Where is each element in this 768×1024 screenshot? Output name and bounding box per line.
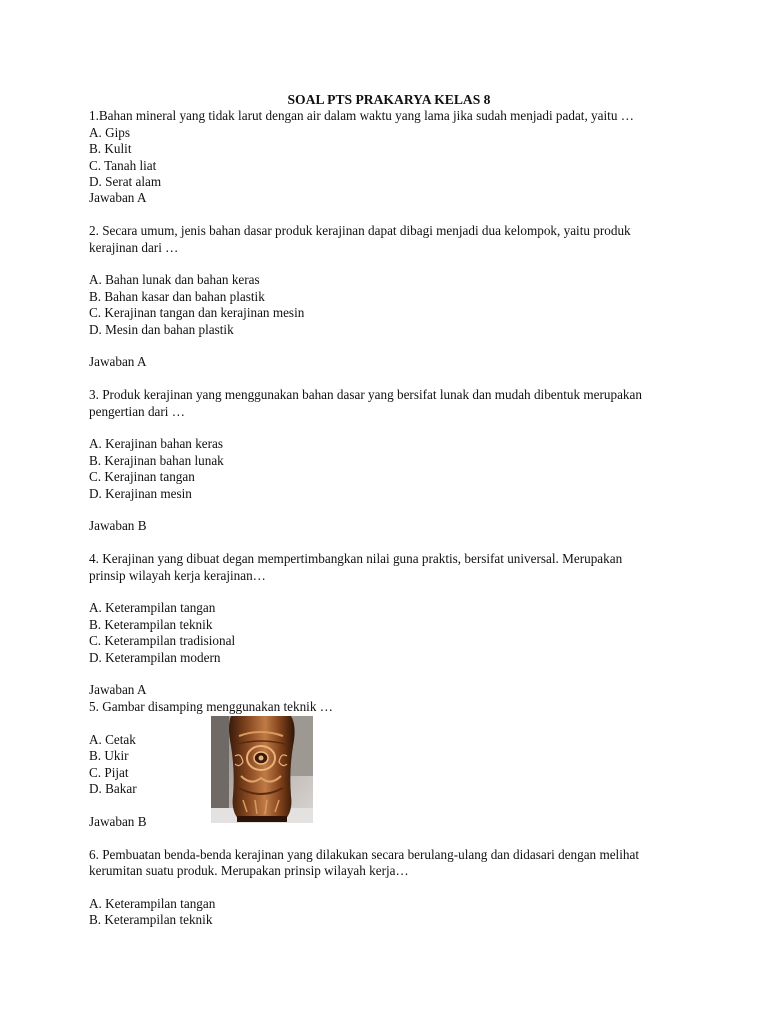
question-5-block: [89, 699, 689, 830]
q2-option-d: D. Mesin dan bahan plastik: [89, 321, 234, 337]
q3-answer: Jawaban B: [89, 518, 147, 534]
q4-answer: Jawaban A: [89, 682, 147, 698]
q3-option-b: B. Kerajinan bahan lunak: [89, 452, 224, 468]
q3-option-d: D. Kerajinan mesin: [89, 485, 192, 501]
question-4-line-1: 4. Kerajinan yang dibuat degan mempertimbangkan nilai guna praktis, bersifat universal. Merupakan: [89, 551, 623, 567]
q4-option-a: A. Keterampilan tangan: [89, 600, 216, 616]
q1-answer: Jawaban A: [89, 190, 147, 206]
q3-option-c: C. Kerajinan tangan: [89, 469, 195, 485]
question-3-line-1: 3. Produk kerajinan yang menggunakan bahan dasar yang bersifat lunak dan mudah dibentuk merupakan: [89, 387, 642, 403]
q5-option-c: C. Pijat: [89, 764, 129, 780]
carved-vase-photo: [211, 716, 313, 823]
question-1: 1.Bahan mineral yang tidak larut dengan air dalam waktu yang lama jika sudah menjadi padat, yaitu …: [89, 108, 634, 124]
q1-option-c: C. Tanah liat: [89, 157, 157, 173]
q5-option-d: D. Bakar: [89, 780, 137, 796]
question-2-line-2: kerajinan dari …: [89, 239, 179, 255]
q2-option-c: C. Kerajinan tangan dan kerajinan mesin: [89, 305, 305, 321]
q4-option-b: B. Keterampilan teknik: [89, 616, 213, 632]
question-6-line-1: 6. Pembuatan benda-benda kerajinan yang dilakukan secara berulang-ulang dan didasari dengan melihat: [89, 846, 639, 862]
q6-option-b: B. Keterampilan teknik: [89, 912, 213, 928]
q2-answer: Jawaban A: [89, 354, 147, 370]
question-6-line-2: kerumitan suatu produk. Merupakan prinsip wilayah kerja…: [89, 862, 409, 878]
question-5: 5. Gambar disamping menggunakan teknik …: [89, 698, 333, 714]
q1-option-d: D. Serat alam: [89, 174, 162, 190]
q4-option-c: C. Keterampilan tradisional: [89, 633, 236, 649]
document-content: [89, 92, 689, 929]
page-title: SOAL PTS PRAKARYA KELAS 8: [287, 92, 491, 107]
q2-option-a: A. Bahan lunak dan bahan keras: [89, 272, 260, 288]
q5-option-a: A. Cetak: [89, 731, 136, 747]
question-3-line-2: pengertian dari …: [89, 403, 185, 419]
q6-option-a: A. Keterampilan tangan: [89, 895, 216, 911]
q3-option-a: A. Kerajinan bahan keras: [89, 436, 224, 452]
q5-answer: Jawaban B: [89, 813, 147, 829]
q1-option-a: A. Gips: [89, 124, 131, 140]
question-4-line-2: prinsip wilayah kerja kerajinan…: [89, 567, 266, 583]
q5-option-b: B. Ukir: [89, 748, 129, 764]
q1-option-b: B. Kulit: [89, 141, 132, 157]
q4-option-d: D. Keterampilan modern: [89, 649, 221, 665]
question-2-line-1: 2. Secara umum, jenis bahan dasar produk kerajinan dapat dibagi menjadi dua kelompok, yaitu produk: [89, 223, 631, 239]
q2-option-b: B. Bahan kasar dan bahan plastik: [89, 288, 265, 304]
